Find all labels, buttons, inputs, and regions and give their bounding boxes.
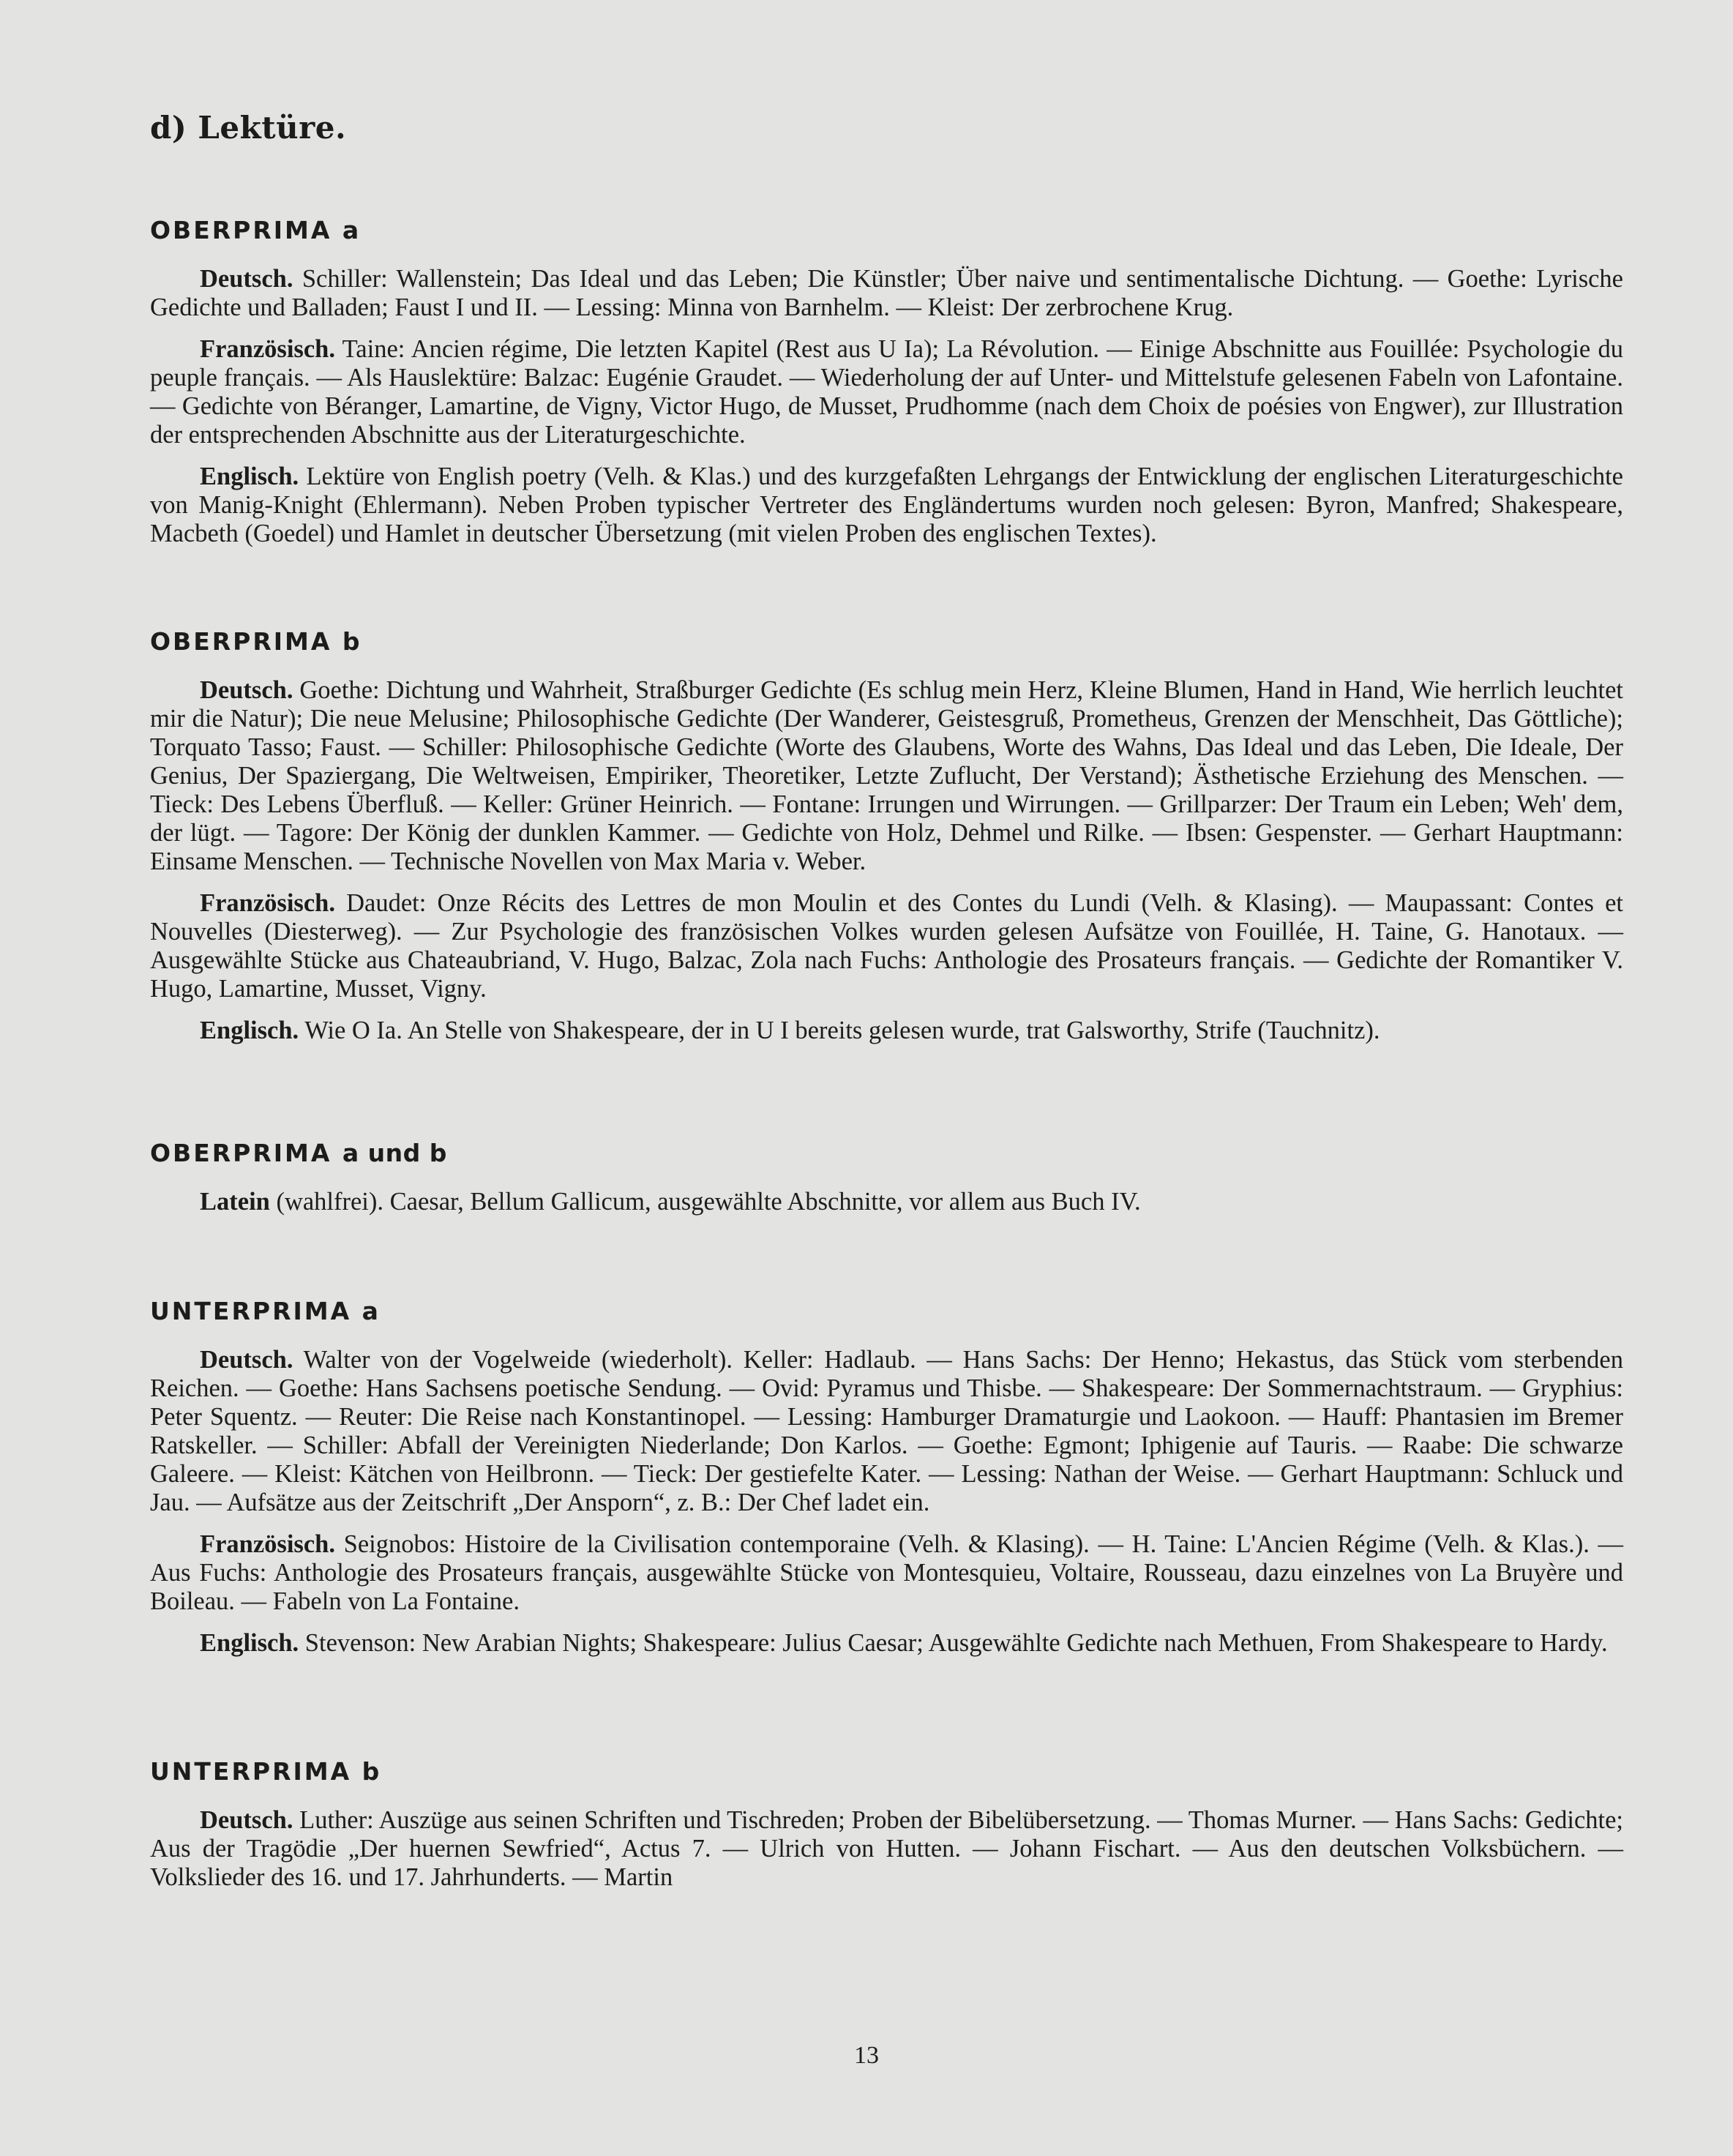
section-title: OBERPRIMA a	[150, 216, 359, 244]
section-oberprima-b	[150, 627, 1623, 1045]
section-unterprima-b	[150, 1757, 1623, 1892]
paragraph-franzoesisch: Französisch. Seignobos: Histoire de la Civilisation contemporaine (Velh. & Klasing). — H. Taine: L'Ancien Régime (Velh. & Klas.). — Aus Fuchs: Anthologie des Prosateurs français, ausgewählte Stücke von Montesquieu, Voltaire, Rousseau, dazu einzelnes von La Bruyère und Boileau. — Fabeln von La Fontaine.	[150, 1530, 1624, 1615]
section-title: OBERPRIMA a und b	[150, 1139, 447, 1167]
section-unterprima-a	[150, 1297, 1623, 1658]
section-oberprima-a	[150, 216, 1623, 548]
section-title: UNTERPRIMA a	[150, 1297, 379, 1325]
paragraph-englisch: Englisch. Wie O Ia. An Stelle von Shakespeare, der in U I bereits gelesen wurde, trat Galsworthy, Strife (Tauchnitz).	[200, 1017, 1380, 1044]
paragraph-latein: Latein (wahlfrei). Caesar, Bellum Gallicum, ausgewählte Abschnitte, vor allem aus Buch IV.	[200, 1188, 1141, 1216]
section-oberprima-a-und-b	[150, 1139, 1623, 1216]
paragraph-deutsch: Deutsch. Walter von der Vogelweide (wiederholt). Keller: Hadlaub. — Hans Sachs: Der Henno; Hekastus, das Stück vom sterbenden Reichen. — Goethe: Hans Sachsens poetische Sendung. — Ovid: Pyramus und Thisbe. — Shakespeare: Der Sommernachtstraum. — Gryphius: Peter Squentz. — Reuter: Die Reise nach Konstantinopel. — Lessing: Hamburger Dramaturgie und Laokoon. — Hauff: Phantasien im Bremer Ratskeller. — Schiller: Abfall der Vereinigten Niederlande; Don Karlos. — Goethe: Egmont; Iphigenie auf Tauris. — Raabe: Die schwarze Galeere. — Kleist: Kätchen von Heilbronn. — Tieck: Der gestiefelte Kater. — Lessing: Nathan der Weise. — Gerhart Hauptmann: Schluck und Jau. — Aufsätze aus der Zeitschrift „Der Ansporn“, z. B.: Der Chef ladet ein.	[150, 1346, 1623, 1516]
paragraph-franzoesisch: Französisch. Daudet: Onze Récits des Lettres de mon Moulin et des Contes du Lundi (Velh. & Klasing). — Maupassant: Contes et Nouvelles (Diesterweg). — Zur Psychologie des französischen Volkes wurden gelesen Aufsätze von Fouillée, H. Taine, G. Hanotaux. — Ausgewählte Stücke aus Chateaubriand, V. Hugo, Balzac, Zola nach Fuchs: Anthologie des Prosateurs français. — Gedichte der Romantiker V. Hugo, Lamartine, Musset, Vigny.	[150, 889, 1623, 1003]
page-number: 13	[854, 2042, 879, 2069]
section-title: UNTERPRIMA b	[150, 1757, 380, 1786]
paragraph-franzoesisch: Französisch. Taine: Ancien régime, Die letzten Kapitel (Rest aus U Ia); La Révolution. — Einige Abschnitte aus Fouillée: Psychologie du peuple français. — Als Hauslektüre: Balzac: Eugénie Graudet. — Wiederholung der auf Unter- und Mittelstufe gelesenen Fabeln von Lafontaine. — Gedichte von Béranger, Lamartine, de Vigny, Victor Hugo, de Musset, Prudhomme (nach dem Choix de poésies von Engwer), zur Illustration der entsprechenden Abschnitte aus der Literaturgeschichte.	[150, 335, 1623, 449]
paragraph-deutsch: Deutsch. Goethe: Dichtung und Wahrheit, Straßburger Gedichte (Es schlug mein Herz, Kleine Blumen, Hand in Hand, Wie herrlich leuchtet mir die Natur); Die neue Melusine; Philosophische Gedichte (Der Wanderer, Geistesgruß, Prometheus, Grenzen der Menschheit, Das Göttliche); Torquato Tasso; Faust. — Schiller: Philosophische Gedichte (Worte des Glaubens, Worte des Wahns, Das Ideal und das Leben, Die Ideale, Der Genius, Der Spaziergang, Die Weltweisen, Empiriker, Theoretiker, Letzte Zuflucht, Der Verstand); Ästhetische Erziehung des Menschen. — Tieck: Des Lebens Überfluß. — Keller: Grüner Heinrich. — Fontane: Irrungen und Wirrungen. — Grillparzer: Der Traum ein Leben; Weh' dem, der lügt. — Tagore: Der König der dunklen Kammer. — Gedichte von Holz, Dehmel und Rilke. — Ibsen: Gespenster. — Gerhart Hauptmann: Einsame Menschen. — Technische Novellen von Max Maria v. Weber.	[150, 676, 1624, 875]
paragraph-englisch: Englisch. Lektüre von English poetry (Velh. & Klas.) und des kurzgefaßten Lehrgangs der Entwicklung der englischen Literaturgeschichte von Manig-Knight (Ehlermann). Neben Proben typischer Vertreter des Engländertums wurden noch gelesen: Byron, Manfred; Shakespeare, Macbeth (Goedel) und Hamlet in deutscher Übersetzung (mit vielen Proben des englischen Textes).	[150, 463, 1623, 547]
page-heading: d) Lektüre.	[150, 110, 347, 146]
paragraph-englisch: Englisch. Stevenson: New Arabian Nights; Shakespeare: Julius Caesar; Ausgewählte Gedichte nach Methuen, From Shakespeare to Hardy.	[200, 1629, 1608, 1657]
paragraph-deutsch: Deutsch. Schiller: Wallenstein; Das Ideal und das Leben; Die Künstler; Über naive und sentimentalische Dichtung. — Goethe: Lyrische Gedichte und Balladen; Faust I und II. — Lessing: Minna von Barnhelm. — Kleist: Der zerbrochene Krug.	[150, 265, 1623, 321]
paragraph-deutsch: Deutsch. Luther: Auszüge aus seinen Schriften und Tischreden; Proben der Bibelübersetzung. — Thomas Murner. — Hans Sachs: Gedichte; Aus der Tragödie „Der huernen Sewfried“, Actus 7. — Ulrich von Hutten. — Johann Fischart. — Aus den deutschen Volksbüchern. — Volkslieder des 16. und 17. Jahrhunderts. — Martin	[150, 1806, 1624, 1891]
section-title: OBERPRIMA b	[150, 627, 361, 656]
